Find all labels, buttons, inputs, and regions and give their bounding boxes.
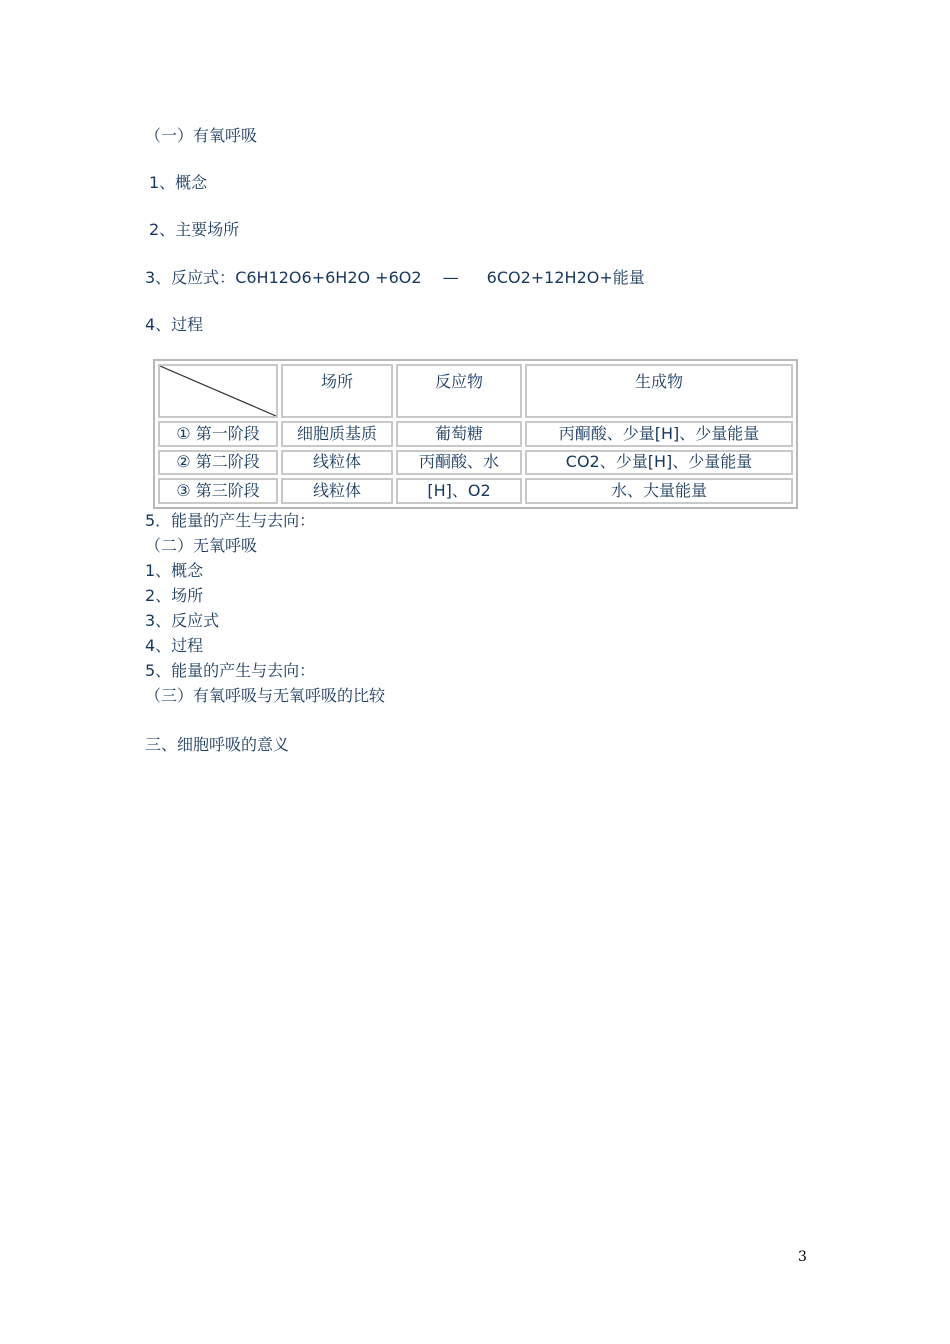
equation-products: 6CO2+12H2O+能量: [486, 268, 645, 287]
reactant-cell: 丙酮酸、水: [396, 450, 522, 476]
anaerobic-item-concept: 1、概念: [145, 561, 204, 580]
table-row: [158, 450, 793, 476]
anaerobic-item-energy: 5、能量的产生与去向：: [145, 661, 316, 680]
aerobic-item-process: 4、过程: [145, 315, 204, 334]
header-place: 场所: [281, 364, 393, 418]
aerobic-item-site: 2、主要场所: [149, 220, 240, 239]
comparison-heading: （三）有氧呼吸与无氧呼吸的比较: [145, 686, 386, 705]
place-cell: 细胞质基质: [281, 421, 393, 447]
aerobic-item-energy: 5．能量的产生与去向：: [145, 511, 316, 530]
aerobic-item-equation: [145, 268, 645, 288]
place-cell: 线粒体: [281, 478, 393, 504]
header-product: 生成物: [525, 364, 793, 418]
product-cell: 水、大量能量: [525, 478, 793, 504]
significance-heading: 三、细胞呼吸的意义: [145, 735, 290, 754]
anaerobic-item-process: 4、过程: [145, 636, 204, 655]
respiration-stages-table: [153, 359, 798, 509]
equation-reactants: C6H12O6+6H2O +6O2: [235, 268, 422, 287]
aerobic-heading: （一）有氧呼吸: [145, 126, 258, 145]
page-number: 3: [798, 1249, 807, 1265]
reactant-cell: 葡萄糖: [396, 421, 522, 447]
anaerobic-item-equation: 3、反应式: [145, 611, 220, 630]
stage-cell: ① 第一阶段: [158, 421, 278, 447]
equation-arrow: —: [442, 268, 459, 287]
equation-label: 3、反应式：: [145, 268, 236, 287]
product-cell: 丙酮酸、少量[H]、少量能量: [525, 421, 793, 447]
aerobic-item-concept: 1、概念: [149, 173, 208, 192]
stage-cell: ③ 第三阶段: [158, 478, 278, 504]
anaerobic-item-site: 2、场所: [145, 586, 204, 605]
diagonal-line: [160, 366, 276, 416]
header-reactant: 反应物: [396, 364, 522, 418]
anaerobic-heading: （二）无氧呼吸: [145, 536, 258, 555]
stage-cell: ② 第二阶段: [158, 450, 278, 476]
reactant-cell: [H]、O2: [396, 478, 522, 504]
diagonal-header-cell: [158, 364, 278, 418]
table-row: [158, 478, 793, 504]
product-cell: CO2、少量[H]、少量能量: [525, 450, 793, 476]
table-row: [158, 421, 793, 447]
table-header-row: [158, 364, 793, 418]
place-cell: 线粒体: [281, 450, 393, 476]
